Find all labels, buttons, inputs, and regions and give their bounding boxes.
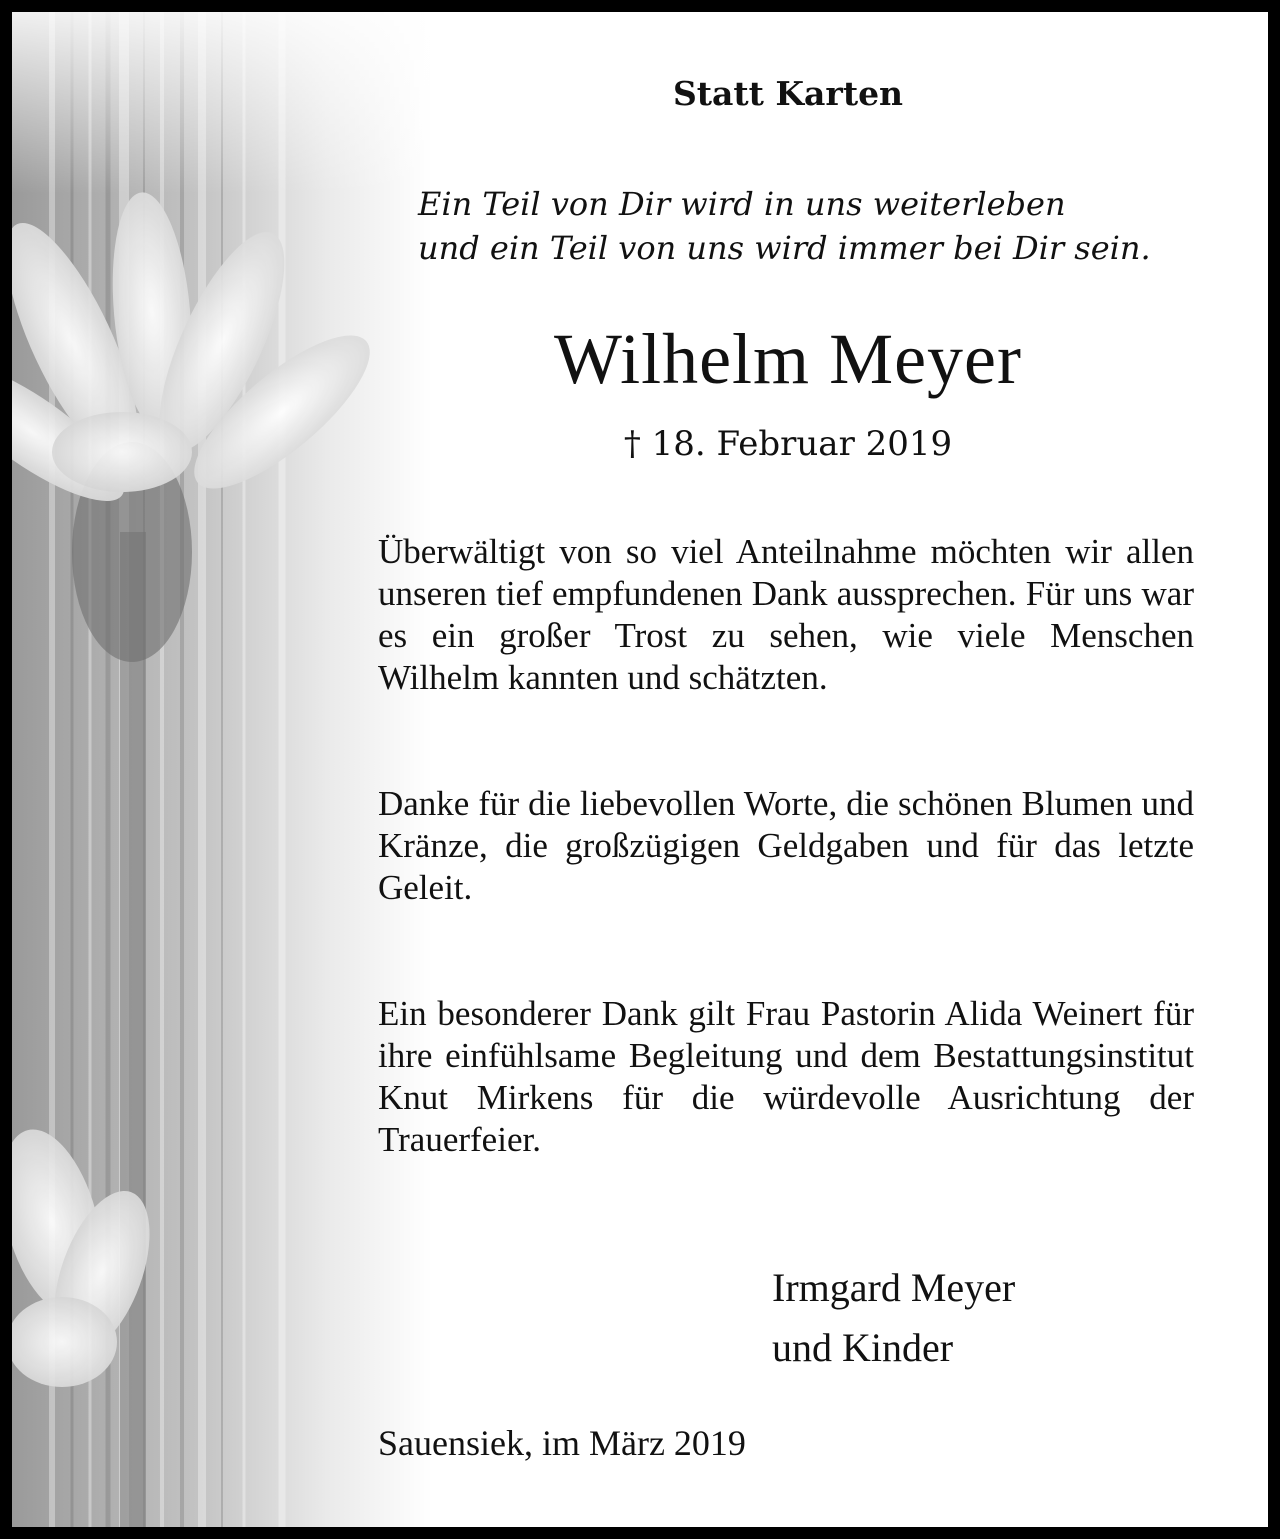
signers (772, 1258, 1015, 1378)
flower-photo (12, 12, 432, 1527)
notice-paper (12, 12, 1268, 1527)
thanks-paragraph: Danke für die liebevollen Worte, die schönen Blumen und Kränze, die großzügigen Geldgaben und für das letzte Geleit. (378, 784, 1194, 907)
deceased-name: Wilhelm Meyer (554, 319, 1022, 399)
thanks-paragraph: Überwältigt von so viel Anteilnahme möchten wir allen unseren tief empfundenen Dank aussprechen. Für uns war es ein großer Trost zu sehen, wie viele Menschen Wilhelm kannten und schätzten. (378, 532, 1194, 697)
place-date: Sauensiek, im März 2019 (378, 1423, 746, 1463)
notice-header: Statt Karten (672, 74, 904, 113)
motto-line: und ein Teil von uns wird immer bei Dir sein. (418, 229, 1151, 267)
thanks-paragraph: Ein besonderer Dank gilt Frau Pastorin Alida Weinert für ihre einfühlsame Begleitung und dem Bestattungsinstitut Knut Mirkens für die würdevolle Ausrichtung der Trauerfeier. (378, 994, 1194, 1159)
motto-line: Ein Teil von Dir wird in uns weiterleben (418, 185, 1066, 223)
motto-verse (418, 182, 1151, 270)
death-date: † 18. Februar 2019 (623, 424, 953, 464)
signer-line: und Kinder (772, 1325, 954, 1370)
signer-line: Irmgard Meyer (772, 1265, 1016, 1310)
